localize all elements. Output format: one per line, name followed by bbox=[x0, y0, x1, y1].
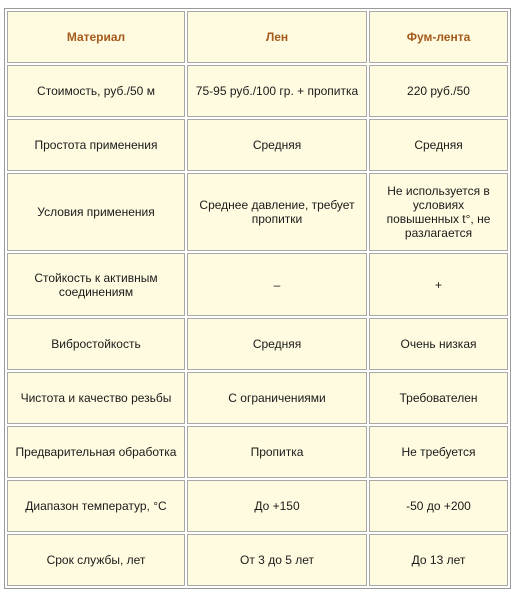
fum-tape-value-cell: + bbox=[369, 253, 508, 316]
table-header-row bbox=[7, 11, 508, 63]
flax-value-cell: До +150 bbox=[187, 480, 367, 532]
fum-tape-value-cell: Очень низкая bbox=[369, 318, 508, 370]
table-row bbox=[7, 173, 508, 251]
fum-tape-value-cell: Не требуется bbox=[369, 426, 508, 478]
flax-value-cell: От 3 до 5 лет bbox=[187, 534, 367, 586]
flax-value-cell: Среднее давление, требует пропитки bbox=[187, 173, 367, 251]
row-label-cell: Диапазон температур, °С bbox=[7, 480, 185, 532]
flax-value-cell: – bbox=[187, 253, 367, 316]
row-label-cell: Стойкость к активным соединениям bbox=[7, 253, 185, 316]
header-flax: Лен bbox=[187, 11, 367, 63]
row-label-cell: Простота применения bbox=[7, 119, 185, 171]
fum-tape-value-cell: Требователен bbox=[369, 372, 508, 424]
table-row bbox=[7, 426, 508, 478]
flax-value-cell: С ограничениями bbox=[187, 372, 367, 424]
flax-value-cell: Пропитка bbox=[187, 426, 367, 478]
fum-tape-value-cell: До 13 лет bbox=[369, 534, 508, 586]
row-label-cell: Срок службы, лет bbox=[7, 534, 185, 586]
fum-tape-value-cell: Средняя bbox=[369, 119, 508, 171]
row-label-cell: Вибростойкость bbox=[7, 318, 185, 370]
table-row bbox=[7, 65, 508, 117]
row-label-cell: Условия применения bbox=[7, 173, 185, 251]
fum-tape-value-cell: -50 до +200 bbox=[369, 480, 508, 532]
fum-tape-value-cell: Не используется в условиях повышенных t°, не разлагается bbox=[369, 173, 508, 251]
table-row bbox=[7, 119, 508, 171]
table-row bbox=[7, 372, 508, 424]
flax-value-cell: Средняя bbox=[187, 318, 367, 370]
flax-value-cell: 75-95 руб./100 гр. + пропитка bbox=[187, 65, 367, 117]
row-label-cell: Чистота и качество резьбы bbox=[7, 372, 185, 424]
header-fum-tape: Фум-лента bbox=[369, 11, 508, 63]
row-label-cell: Стоимость, руб./50 м bbox=[7, 65, 185, 117]
table-row bbox=[7, 534, 508, 586]
comparison-table-container bbox=[4, 8, 511, 589]
flax-value-cell: Средняя bbox=[187, 119, 367, 171]
table-row bbox=[7, 253, 508, 316]
table-row bbox=[7, 480, 508, 532]
fum-tape-value-cell: 220 руб./50 bbox=[369, 65, 508, 117]
row-label-cell: Предварительная обработка bbox=[7, 426, 185, 478]
comparison-table bbox=[4, 8, 511, 589]
table-row bbox=[7, 318, 508, 370]
header-material: Материал bbox=[7, 11, 185, 63]
